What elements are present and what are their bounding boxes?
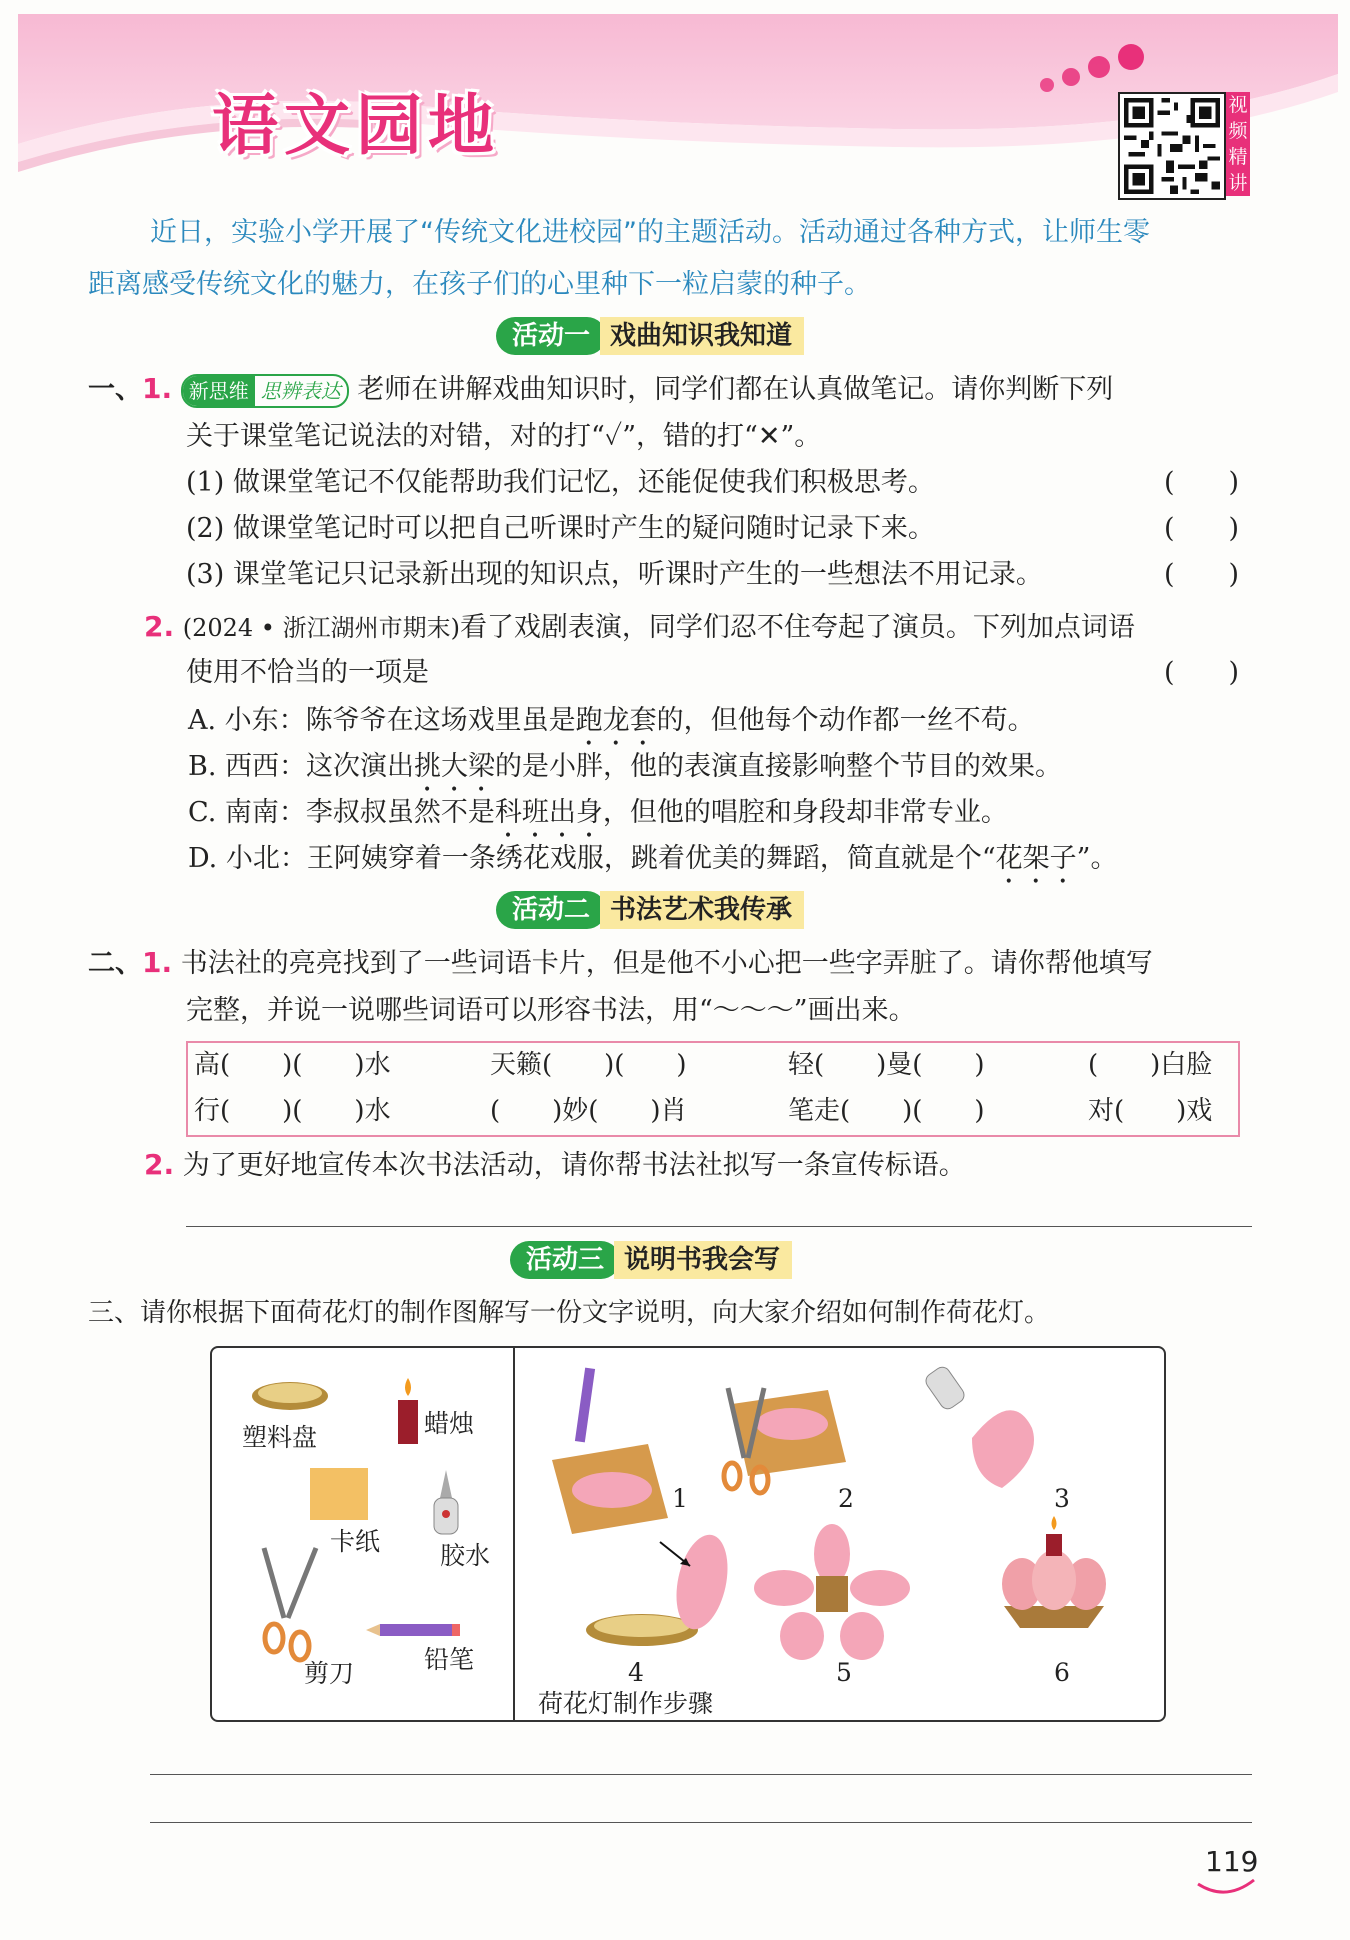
- option-d: [188, 842, 1117, 890]
- glue-icon: [434, 1470, 458, 1534]
- dotted-word: 跑龙套: [575, 705, 657, 736]
- material-label: 塑料盘: [242, 1423, 318, 1452]
- step-number: 6: [1054, 1658, 1070, 1687]
- question-1-1: [88, 372, 1113, 408]
- activity-3-title: 说明书我会写: [614, 1241, 792, 1279]
- video-label[interactable]: [1226, 92, 1250, 196]
- option-text: C. 南南：李叔叔虽然不是: [188, 797, 495, 828]
- intro-line-2: 距离感受传统文化的魅力，在孩子们的心里种下一粒启蒙的种子。: [88, 269, 871, 300]
- answer-line[interactable]: [186, 1226, 1252, 1227]
- word-card[interactable]: 轻( )曼( ): [788, 1050, 985, 1080]
- question-text-line2: 完整，并说一说哪些词语可以形容书法，用“～～～”画出来。: [186, 995, 916, 1026]
- option-a: [188, 704, 1035, 752]
- word-card[interactable]: 高( )( )水: [194, 1050, 391, 1080]
- material-label: 蜡烛: [424, 1409, 475, 1438]
- answer-line[interactable]: [150, 1774, 1252, 1775]
- activity-1-header: [496, 316, 804, 356]
- step-number: 5: [836, 1658, 852, 1687]
- activity-2-header: [496, 890, 804, 930]
- question-2-1: [88, 946, 1153, 981]
- question-number: 1.: [142, 946, 173, 979]
- activity-1-pill: 活动一: [496, 317, 606, 355]
- step-6-icon: [1002, 1516, 1106, 1628]
- step-1-icon: [552, 1368, 668, 1534]
- question-number: 2.: [144, 610, 175, 643]
- step-3-icon: [923, 1364, 1034, 1488]
- step-number: 2: [838, 1484, 854, 1513]
- material-label: 剪刀: [304, 1659, 355, 1688]
- page-title: 语文园地: [212, 87, 500, 164]
- page-number-swoosh: [1196, 1878, 1256, 1898]
- deco-dot: [1118, 44, 1144, 70]
- video-label-char: 精: [1228, 146, 1248, 168]
- answer-paren[interactable]: ( ): [1164, 559, 1240, 590]
- answer-paren[interactable]: ( ): [1164, 513, 1240, 544]
- answer-paren[interactable]: ( ): [1164, 657, 1240, 688]
- dotted-word: 科班出身: [494, 797, 603, 828]
- material-label: 铅笔: [424, 1645, 475, 1674]
- question-3: 三、请你根据下面荷花灯的制作图解写一份文字说明，向大家介绍如何制作荷花灯。: [88, 1298, 1051, 1328]
- deco-dot: [1040, 78, 1054, 92]
- scissors-icon: [264, 1548, 316, 1660]
- question-source: (2024 • 浙江湖州市期末): [182, 614, 460, 642]
- plate-icon: [252, 1382, 328, 1410]
- pencil-icon: [366, 1624, 460, 1636]
- question-number: 2.: [144, 1148, 175, 1181]
- word-card[interactable]: 天籁( )( ): [490, 1050, 687, 1080]
- question-text: 老师在讲解戏曲知识时，同学们都在认真做笔记。请你判断下列: [357, 374, 1114, 405]
- deco-dot: [1088, 56, 1110, 78]
- video-label-char: 讲: [1228, 172, 1248, 194]
- judge-item-2: (2) 做课堂笔记时可以把自己听课时产生的疑问随时记录下来。: [186, 513, 935, 544]
- step-5-icon: [754, 1524, 910, 1660]
- activity-3-header: [510, 1240, 792, 1280]
- question-text: 为了更好地宣传本次书法活动，请你帮书法社拟写一条宣传标语。: [182, 1150, 966, 1181]
- step-4-icon: [586, 1530, 735, 1646]
- deco-dot: [1062, 68, 1080, 86]
- section-prefix: 二、: [88, 948, 142, 979]
- new-thinking-tag: [181, 374, 349, 408]
- option-text: A. 小东：陈爷爷在这场戏里虽是: [188, 705, 576, 736]
- video-label-char: 视: [1228, 94, 1248, 116]
- word-card[interactable]: 行( )( )水: [194, 1096, 391, 1126]
- lotus-lamp-figure: [210, 1346, 1166, 1722]
- question-text: 书法社的亮亮找到了一些词语卡片，但是他不小心把一些字弄脏了。请你帮他填写: [180, 948, 1153, 979]
- material-label: 卡纸: [330, 1527, 381, 1556]
- question-text: 看了戏剧表演，同学们忍不住夸起了演员。下列加点词语: [459, 612, 1135, 643]
- option-text: ”。: [1076, 843, 1118, 874]
- step-2-icon: [724, 1388, 846, 1493]
- question-1-2: [144, 610, 1135, 645]
- tag-sub: 思辨表达: [260, 378, 341, 403]
- option-text: 的是小胖，他的表演直接影响整个节目的效果。: [495, 751, 1063, 782]
- figure-caption: 荷花灯制作步骤: [538, 1689, 714, 1718]
- dotted-word: 花架子: [995, 843, 1077, 874]
- option-text: B. 西西：这次演出: [188, 751, 415, 782]
- word-card[interactable]: 笔走( )( ): [788, 1096, 985, 1126]
- material-label: 胶水: [440, 1541, 491, 1570]
- qr-code-icon[interactable]: [1118, 92, 1226, 200]
- answer-paren[interactable]: ( ): [1164, 467, 1240, 498]
- step-number: 4: [628, 1658, 644, 1687]
- question-number: 1.: [142, 372, 173, 405]
- option-text: ，但他的唱腔和身段却非常专业。: [602, 797, 1008, 828]
- word-card[interactable]: ( )白脸: [1088, 1050, 1213, 1080]
- video-label-char: 频: [1228, 120, 1248, 142]
- option-b: [188, 750, 1062, 798]
- option-text: 的，但他每个动作都一丝不苟。: [656, 705, 1035, 736]
- activity-2-pill: 活动二: [496, 891, 606, 929]
- activity-3-pill: 活动三: [510, 1241, 620, 1279]
- tag-main: 新思维: [183, 376, 255, 406]
- option-c: [188, 796, 1008, 844]
- activity-2-title: 书法艺术我传承: [600, 891, 804, 929]
- word-card[interactable]: ( )妙( )肖: [490, 1096, 687, 1126]
- step-number: 3: [1054, 1484, 1070, 1513]
- step-number: 1: [672, 1484, 688, 1513]
- candle-icon: [398, 1378, 418, 1444]
- section-prefix: 一、: [88, 374, 142, 405]
- judge-item-1: (1) 做课堂笔记不仅能帮助我们记忆，还能促使我们积极思考。: [186, 467, 935, 498]
- word-card[interactable]: 对( )戏: [1088, 1096, 1213, 1126]
- intro-line-1: 近日，实验小学开展了“传统文化进校园”的主题活动。活动通过各种方式，让师生零: [150, 217, 1150, 248]
- answer-line[interactable]: [150, 1822, 1252, 1823]
- option-text: D. 小北：王阿姨穿着一条绣花戏服，跳着优美的舞蹈，简直就是个“: [188, 843, 996, 874]
- activity-1-title: 戏曲知识我知道: [600, 317, 804, 355]
- question-2-2: [144, 1148, 966, 1183]
- cardboard-icon: [310, 1468, 368, 1520]
- page-number: 119: [1205, 1845, 1259, 1878]
- question-text-line2: 关于课堂笔记说法的对错，对的打“✓”，错的打“✕”。: [186, 421, 822, 452]
- dotted-word: 挑大梁: [414, 751, 496, 782]
- word-card-table: [186, 1041, 1240, 1137]
- judge-item-3: (3) 课堂笔记只记录新出现的知识点，听课时产生的一些想法不用记录。: [186, 559, 1043, 590]
- question-text-line2: 使用不恰当的一项是: [186, 657, 429, 688]
